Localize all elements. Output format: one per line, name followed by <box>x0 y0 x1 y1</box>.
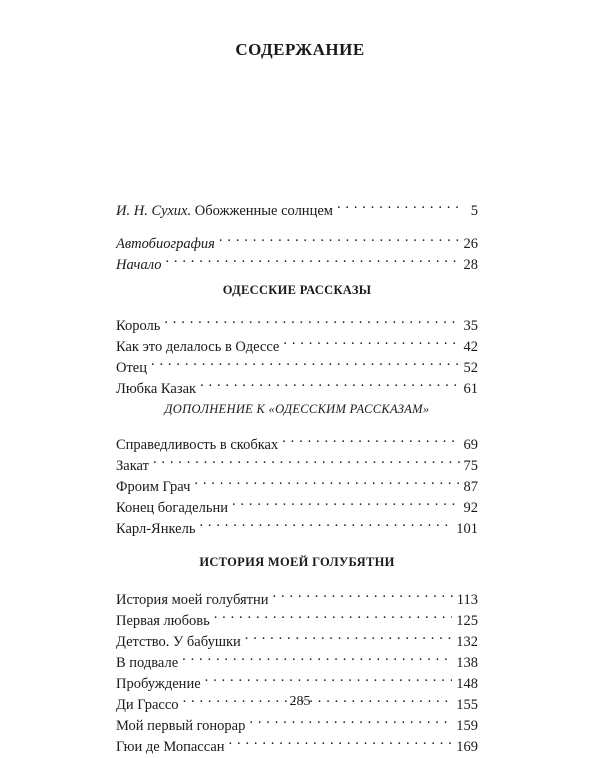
toc-entry-intro[interactable] <box>116 194 478 219</box>
toc-page-number: 169 <box>456 739 478 755</box>
toc-entry[interactable] <box>116 428 478 453</box>
toc-page-number: 69 <box>463 437 478 453</box>
toc-entry[interactable] <box>116 470 478 495</box>
toc-page-number: 125 <box>456 613 478 629</box>
toc-entry[interactable] <box>116 449 478 474</box>
dot-leader <box>182 646 452 667</box>
toc-page-number: 42 <box>463 339 478 355</box>
toc-entry-label: Начало <box>116 257 162 273</box>
section-heading: ОДЕССКИЕ РАССКАЗЫ <box>222 283 372 297</box>
toc-entry-label: Мой первый гонорар <box>116 718 246 734</box>
toc-entry-title: Обожженные солнцем <box>194 203 333 219</box>
dot-leader <box>249 709 452 730</box>
toc-entry-label: Закат <box>116 458 149 474</box>
table-of-contents <box>116 194 478 755</box>
toc-entry[interactable] <box>116 351 478 376</box>
toc-entry-label: Пробуждение <box>116 676 201 692</box>
dot-leader <box>219 227 460 248</box>
toc-entry[interactable] <box>116 330 478 355</box>
dot-leader <box>273 583 453 604</box>
toc-entry-label: Король <box>116 318 161 334</box>
dot-leader <box>283 330 459 351</box>
toc-entry-label: Справедливость в скобках <box>116 437 279 453</box>
toc-entry-label: Карл-Янкель <box>116 521 196 537</box>
toc-entry-label: Фроим Грач <box>116 479 191 495</box>
toc-page-number: 28 <box>463 257 478 273</box>
toc-page-number: 148 <box>456 676 478 692</box>
toc-page-number: 101 <box>456 521 478 537</box>
dot-leader <box>232 491 460 512</box>
toc-entry-label: Как это делалось в Одессе <box>116 339 280 355</box>
toc-entry[interactable] <box>116 309 478 334</box>
dot-leader <box>165 248 459 269</box>
toc-entry[interactable] <box>116 227 478 252</box>
toc-page-number: 132 <box>456 634 478 650</box>
toc-entry-label: Любка Казак <box>116 381 197 397</box>
dot-leader <box>164 309 459 330</box>
dot-leader <box>151 351 459 372</box>
dot-leader <box>199 512 452 533</box>
toc-entry-label: Ди Грассо <box>116 697 179 713</box>
dot-leader <box>214 604 453 625</box>
dot-leader <box>205 667 453 688</box>
toc-page-number: 5 <box>470 203 478 219</box>
toc-entry-label: Гюи де Мопассан <box>116 739 225 755</box>
toc-page-number: 87 <box>463 479 478 495</box>
dot-leader <box>194 470 459 491</box>
toc-page-number: 61 <box>463 381 478 397</box>
toc-entry-author: И. Н. Сухих. <box>116 203 192 219</box>
dot-leader <box>200 372 459 393</box>
toc-page-number: 52 <box>463 360 478 376</box>
toc-entry[interactable] <box>116 372 478 397</box>
toc-entry-label <box>116 201 333 222</box>
dot-leader <box>245 625 452 646</box>
dot-leader <box>229 730 453 751</box>
toc-entry-label: История моей голубятни <box>116 592 269 608</box>
section-heading: ИСТОРИЯ МОЕЙ ГОЛУБЯТНИ <box>199 555 395 569</box>
dot-leader <box>153 449 460 470</box>
toc-entry-label: В подвале <box>116 655 179 671</box>
page-number: 285 <box>289 694 311 709</box>
toc-page-number: 138 <box>456 655 478 671</box>
toc-page-number: 155 <box>456 697 478 713</box>
dot-leader <box>337 194 460 215</box>
toc-page-number: 75 <box>463 458 478 474</box>
toc-page-number: 159 <box>456 718 478 734</box>
section-heading: ДОПОЛНЕНИЕ К «ОДЕССКИМ РАССКАЗАМ» <box>164 402 430 416</box>
toc-entry[interactable] <box>116 583 478 608</box>
page-title: СОДЕРЖАНИЕ <box>235 40 365 59</box>
toc-page-number: 35 <box>463 318 478 334</box>
toc-entry-label: Первая любовь <box>116 613 210 629</box>
toc-page-number: 113 <box>456 592 478 608</box>
toc-entry-label: Отец <box>116 360 148 376</box>
toc-entry[interactable] <box>116 248 478 273</box>
dot-leader <box>282 428 459 449</box>
toc-entry-label: Детство. У бабушки <box>116 634 241 650</box>
toc-page-number: 26 <box>463 236 478 252</box>
toc-entry-label: Автобиография <box>116 236 215 252</box>
toc-page-number: 92 <box>463 500 478 516</box>
toc-entry-label: Конец богадельни <box>116 500 228 516</box>
